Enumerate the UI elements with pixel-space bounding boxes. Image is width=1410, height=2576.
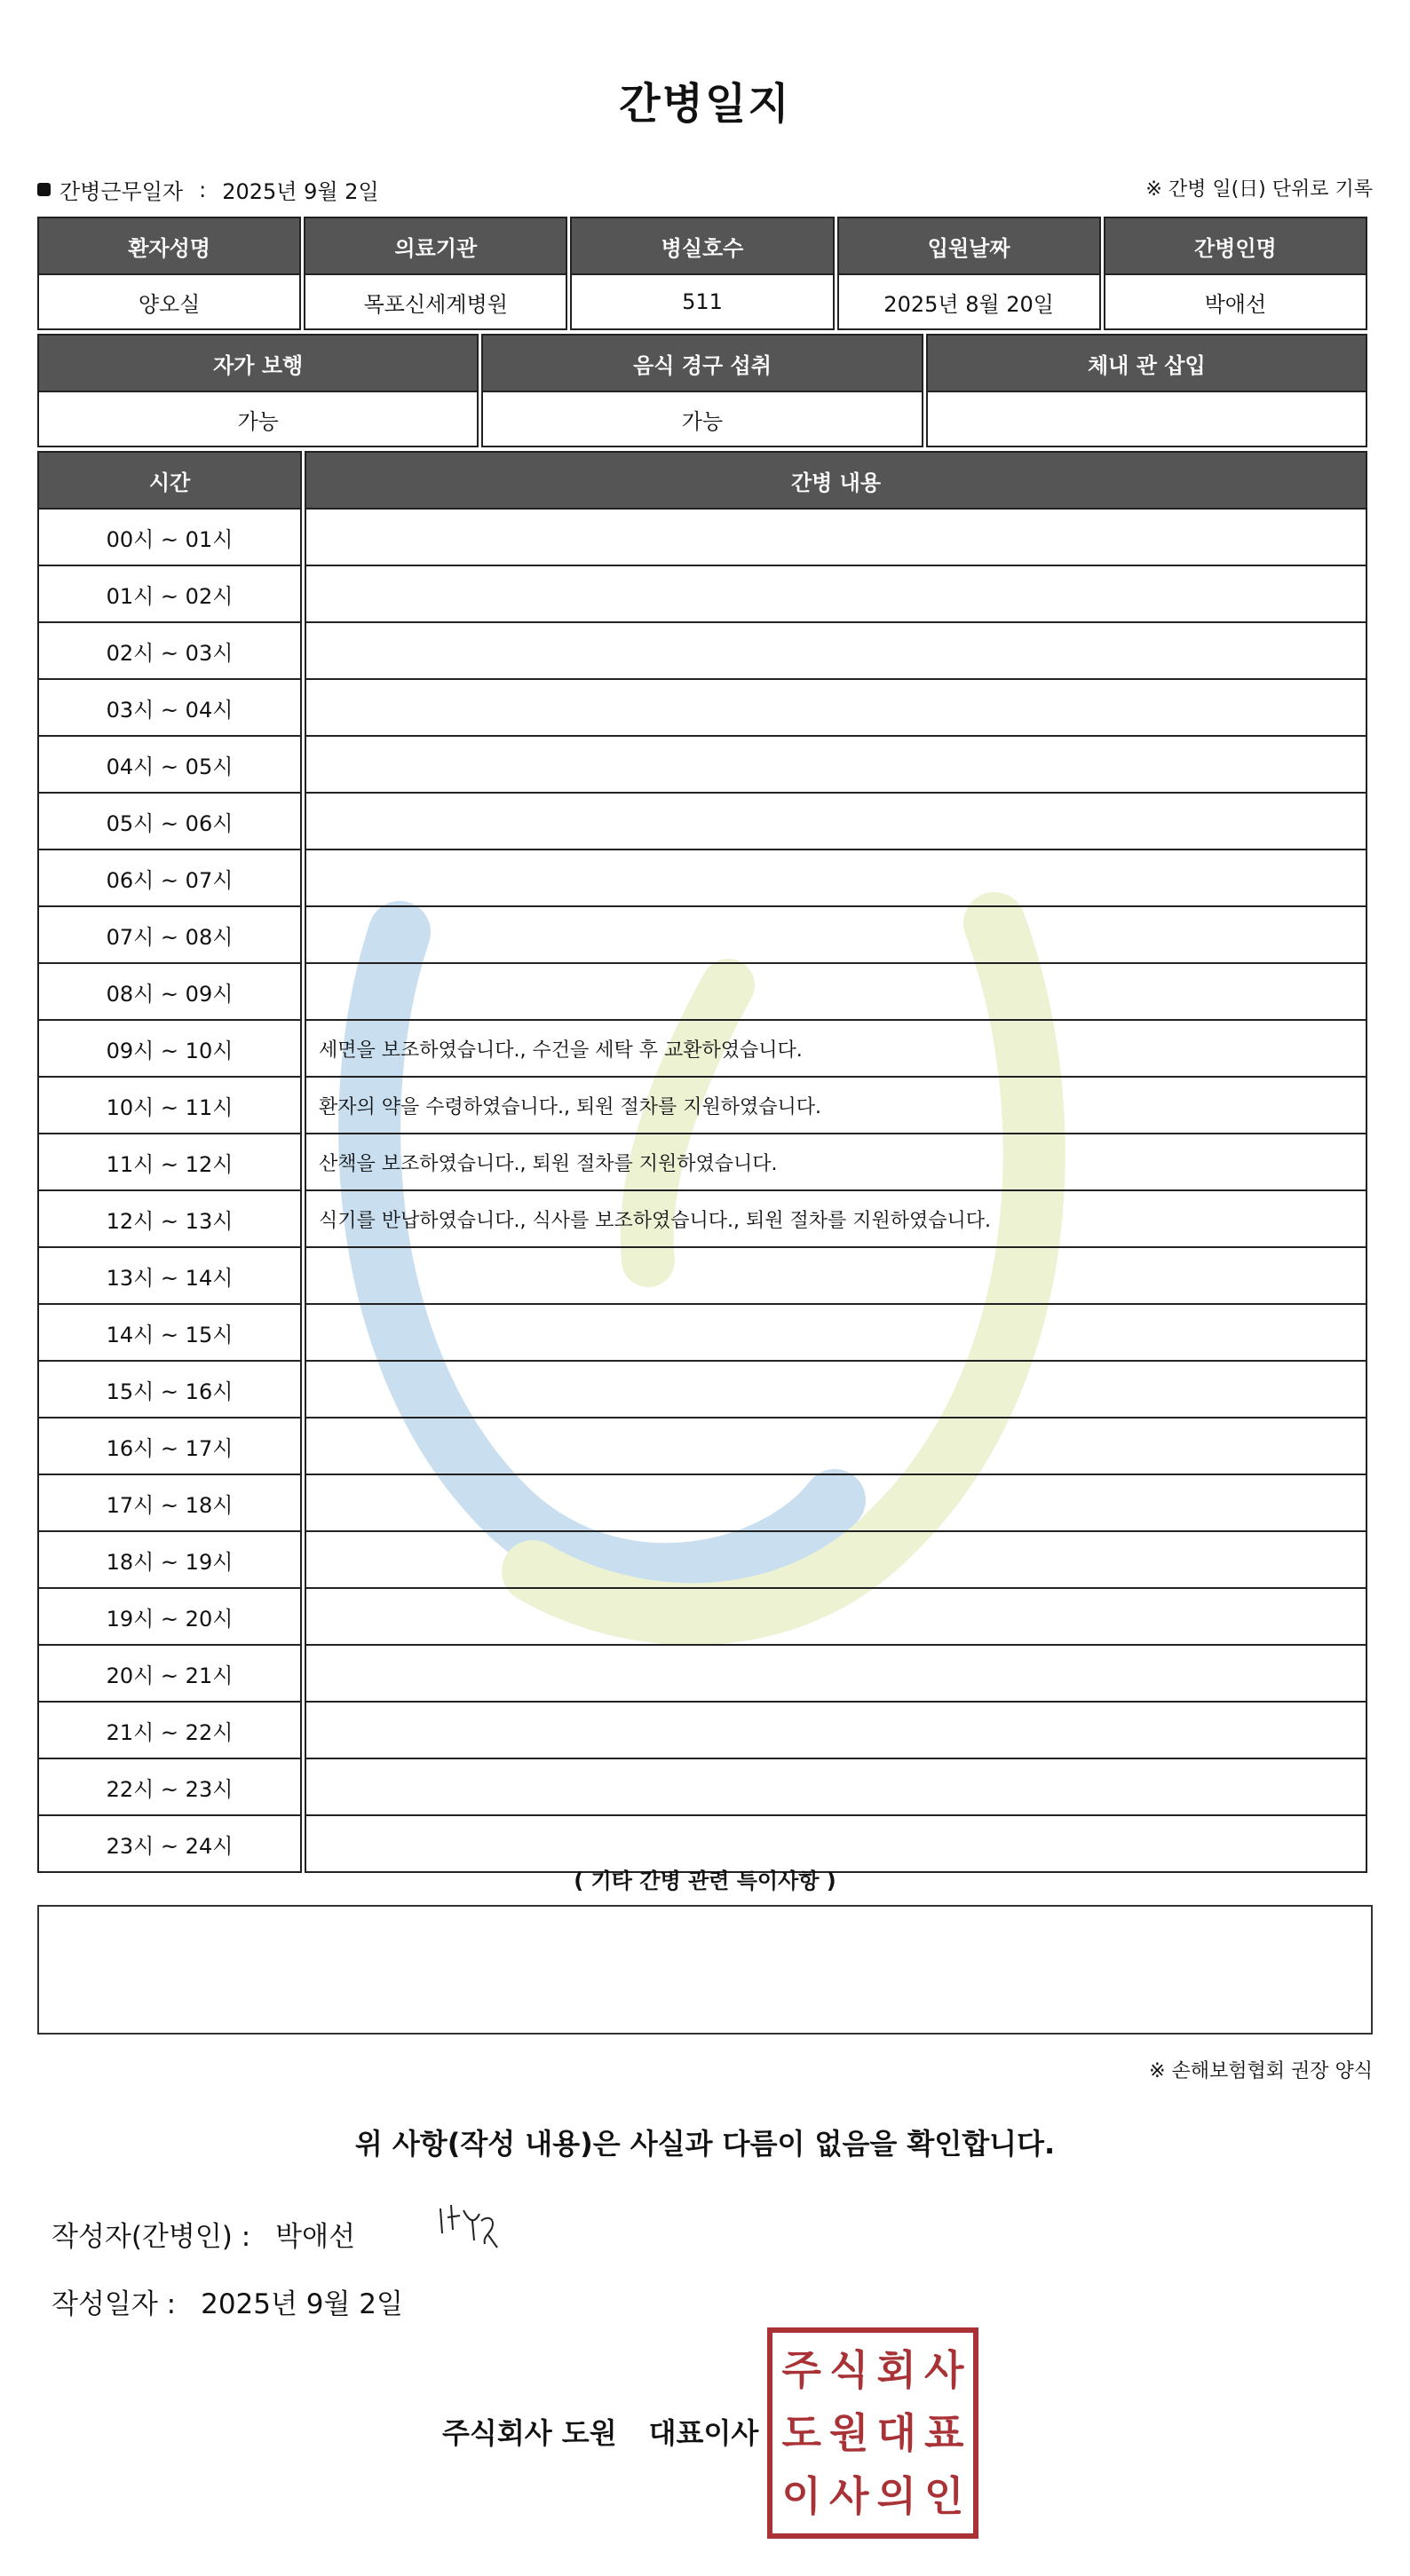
row-content xyxy=(305,623,1367,680)
row-content xyxy=(305,1305,1367,1362)
table-row xyxy=(37,1589,1367,1646)
table-row xyxy=(37,1362,1367,1418)
admission-date: 2025년 8월 20일 xyxy=(837,275,1101,330)
row-time: 08시 ~ 09시 xyxy=(37,964,302,1021)
seal-character: 의 xyxy=(876,2472,916,2521)
seal-character: 대 xyxy=(876,2408,916,2457)
row-time: 04시 ~ 05시 xyxy=(37,737,302,794)
header-walking: 자가 보행 xyxy=(37,334,479,392)
row-content xyxy=(305,680,1367,737)
table-row xyxy=(37,1078,1367,1134)
row-time: 22시 ~ 23시 xyxy=(37,1759,302,1816)
table-row xyxy=(37,623,1367,680)
seal-character: 인 xyxy=(924,2472,964,2521)
handwritten-signature xyxy=(433,2194,522,2256)
seal-character: 도 xyxy=(781,2408,821,2457)
work-date xyxy=(37,174,379,205)
table-row xyxy=(37,1646,1367,1703)
header-time: 시간 xyxy=(37,451,302,510)
written-date-label: 작성일자 : xyxy=(51,2288,177,2320)
header-care-content: 간병 내용 xyxy=(305,451,1367,510)
row-time: 19시 ~ 20시 xyxy=(37,1589,302,1646)
table-row xyxy=(37,1021,1367,1078)
table-row xyxy=(37,1475,1367,1532)
table-row xyxy=(37,1418,1367,1475)
row-content xyxy=(305,1589,1367,1646)
notes-title: ( 기타 간병 관련 특이사항 ) xyxy=(574,1869,836,1893)
row-content xyxy=(305,907,1367,964)
patient-name: 양오실 xyxy=(37,275,301,330)
writer-line xyxy=(51,2214,355,2254)
oral-intake-value: 가능 xyxy=(481,392,923,447)
row-content xyxy=(305,510,1367,566)
writer-label: 작성자(간병인) : xyxy=(51,2221,251,2253)
written-date-value: 2025년 9월 2일 xyxy=(201,2288,403,2320)
row-time: 01시 ~ 02시 xyxy=(37,566,302,623)
seal-character: 표 xyxy=(924,2408,964,2457)
row-time: 17시 ~ 18시 xyxy=(37,1475,302,1532)
row-time: 02시 ~ 03시 xyxy=(37,623,302,680)
row-time: 21시 ~ 22시 xyxy=(37,1703,302,1759)
seal-character: 이 xyxy=(781,2472,821,2521)
table-row xyxy=(37,1248,1367,1305)
row-time: 07시 ~ 08시 xyxy=(37,907,302,964)
row-time: 13시 ~ 14시 xyxy=(37,1248,302,1305)
row-content xyxy=(305,1248,1367,1305)
row-time: 12시 ~ 13시 xyxy=(37,1191,302,1248)
seal-character: 사 xyxy=(924,2345,964,2394)
hospital-name: 목포신세계병원 xyxy=(304,275,567,330)
seal-character: 사 xyxy=(829,2472,869,2521)
work-date-value: 2025년 9월 2일 xyxy=(222,179,379,204)
table-row xyxy=(37,566,1367,623)
row-time: 09시 ~ 10시 xyxy=(37,1021,302,1078)
row-content xyxy=(305,1475,1367,1532)
header-oral-intake: 음식 경구 섭취 xyxy=(481,334,923,392)
row-content: 산책을 보조하였습니다., 퇴원 절차를 지원하였습니다. xyxy=(305,1134,1367,1191)
company-signature-line xyxy=(442,2411,758,2452)
table-row xyxy=(37,510,1367,566)
tube-insertion-value xyxy=(926,392,1367,447)
row-content xyxy=(305,737,1367,794)
table-row xyxy=(37,1703,1367,1759)
work-date-colon: : xyxy=(199,177,207,202)
table-row xyxy=(37,1134,1367,1191)
company-name: 주식회사 도원 xyxy=(442,2416,617,2450)
table-row xyxy=(37,1191,1367,1248)
confirmation-statement: 위 사항(작성 내용)은 사실과 다름이 없음을 확인합니다. xyxy=(354,2127,1056,2161)
row-content: 식기를 반납하였습니다., 식사를 보조하였습니다., 퇴원 절차를 지원하였습니다. xyxy=(305,1191,1367,1248)
row-content xyxy=(305,1759,1367,1816)
row-time: 10시 ~ 11시 xyxy=(37,1078,302,1134)
work-date-label: 간병근무일자 xyxy=(59,179,184,204)
table-row xyxy=(37,794,1367,850)
seal-character: 원 xyxy=(829,2408,869,2457)
representative-title: 대표이사 xyxy=(648,2416,759,2450)
row-content: 환자의 약을 수령하였습니다., 퇴원 절차를 지원하였습니다. xyxy=(305,1078,1367,1134)
row-time: 15시 ~ 16시 xyxy=(37,1362,302,1418)
seal-character: 식 xyxy=(829,2345,869,2394)
table-row xyxy=(37,907,1367,964)
table-row xyxy=(37,1759,1367,1816)
table-row xyxy=(37,964,1367,1021)
patient-status-table xyxy=(35,334,1370,447)
row-content xyxy=(305,1362,1367,1418)
row-content xyxy=(305,1646,1367,1703)
row-time: 16시 ~ 17시 xyxy=(37,1418,302,1475)
bullet-square-icon xyxy=(37,183,51,196)
recommended-form-note: ※ 손해보험협회 권장 양식 xyxy=(1149,2060,1373,2082)
caregiver-name: 박애선 xyxy=(1104,275,1367,330)
header-patient-name: 환자성명 xyxy=(37,217,301,275)
seal-character: 주 xyxy=(781,2345,821,2394)
row-time: 18시 ~ 19시 xyxy=(37,1532,302,1589)
row-content xyxy=(305,566,1367,623)
walking-value: 가능 xyxy=(37,392,479,447)
table-row xyxy=(37,1532,1367,1589)
row-time: 03시 ~ 04시 xyxy=(37,680,302,737)
row-content xyxy=(305,1532,1367,1589)
row-time: 20시 ~ 21시 xyxy=(37,1646,302,1703)
table-row xyxy=(37,1305,1367,1362)
row-time: 23시 ~ 24시 xyxy=(37,1816,302,1873)
care-log-table xyxy=(35,451,1370,1873)
table-row xyxy=(37,737,1367,794)
row-content xyxy=(305,794,1367,850)
room-number: 511 xyxy=(570,275,834,330)
header-hospital: 의료기관 xyxy=(304,217,567,275)
patient-info-table xyxy=(35,217,1370,330)
row-content xyxy=(305,1703,1367,1759)
row-content xyxy=(305,964,1367,1021)
writer-value: 박애선 xyxy=(275,2221,356,2253)
record-unit-note: ※ 간병 일(日) 단위로 기록 xyxy=(1145,178,1373,201)
header-room: 병실호수 xyxy=(570,217,834,275)
row-time: 00시 ~ 01시 xyxy=(37,510,302,566)
document-title: 간병일지 xyxy=(619,79,791,129)
row-time: 11시 ~ 12시 xyxy=(37,1134,302,1191)
row-time: 06시 ~ 07시 xyxy=(37,850,302,907)
company-seal-stamp xyxy=(767,2327,978,2539)
row-time: 05시 ~ 06시 xyxy=(37,794,302,850)
header-admission-date: 입원날짜 xyxy=(837,217,1101,275)
notes-box xyxy=(37,1905,1373,2035)
header-caregiver: 간병인명 xyxy=(1104,217,1367,275)
table-row xyxy=(37,680,1367,737)
row-content xyxy=(305,850,1367,907)
row-time: 14시 ~ 15시 xyxy=(37,1305,302,1362)
header-tube-insertion: 체내 관 삽입 xyxy=(926,334,1367,392)
seal-character: 회 xyxy=(876,2345,916,2394)
table-row xyxy=(37,850,1367,907)
row-content: 세면을 보조하였습니다., 수건을 세탁 후 교환하였습니다. xyxy=(305,1021,1367,1078)
written-date-line xyxy=(51,2281,403,2321)
row-content xyxy=(305,1418,1367,1475)
